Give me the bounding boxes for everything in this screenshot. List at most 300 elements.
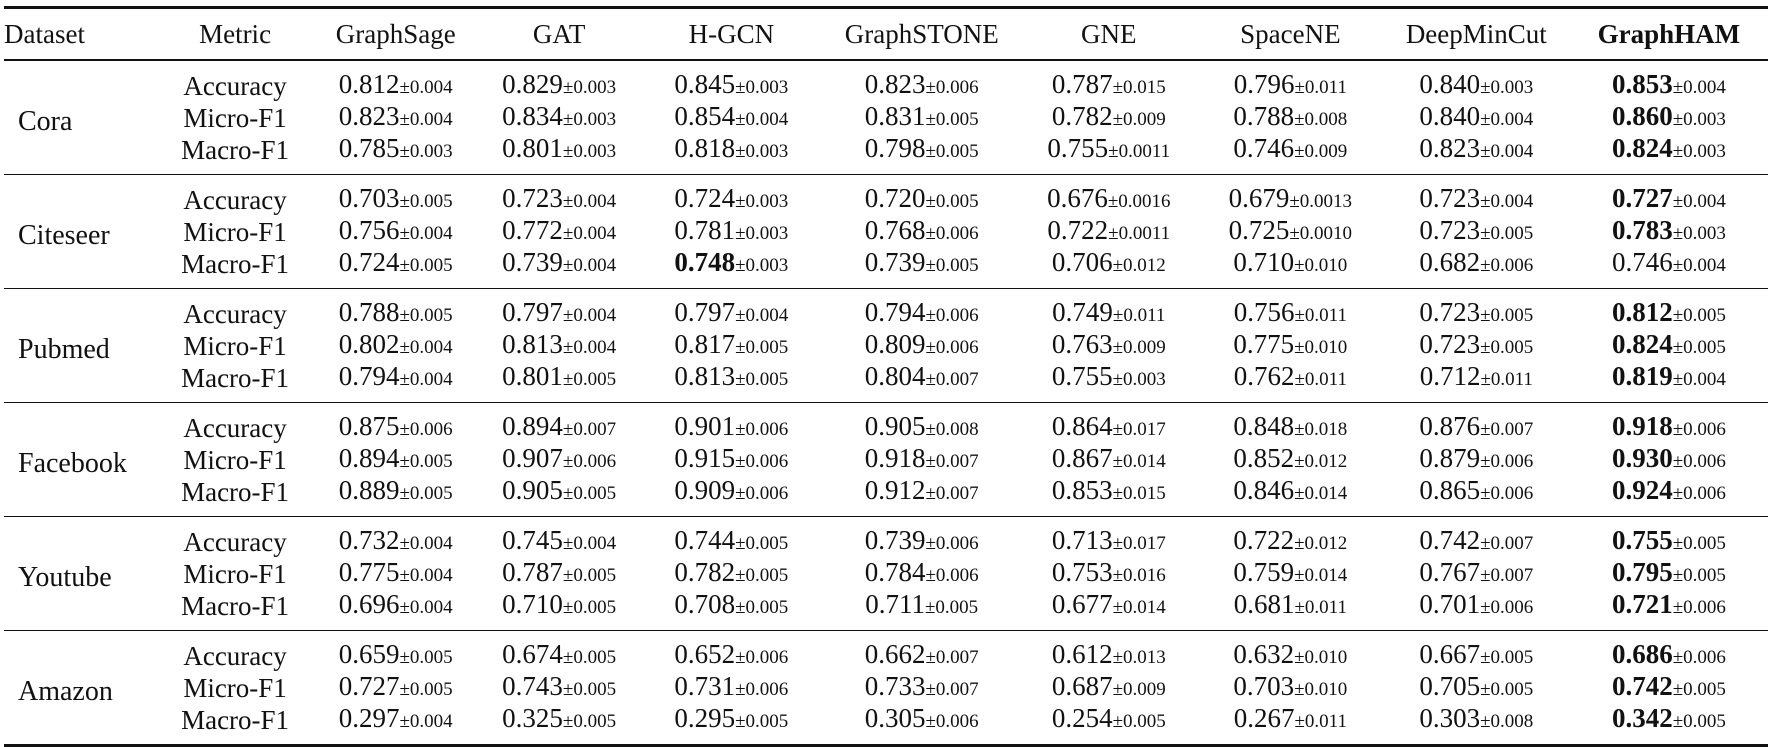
std-deviation: ±0.014 [1294, 565, 1348, 586]
score-cell [1383, 289, 1570, 331]
header-metric: Metric [199, 18, 272, 49]
score-cell [312, 631, 479, 673]
std-deviation: ±0.006 [1672, 647, 1726, 668]
std-deviation: ±0.016 [1112, 565, 1166, 586]
score-value: 0.739 [864, 247, 926, 277]
std-deviation: ±0.005 [1480, 647, 1534, 668]
score-cell [639, 517, 824, 559]
score-cell [639, 704, 824, 746]
std-deviation: ±0.003 [562, 109, 617, 130]
score-cell [1198, 558, 1383, 590]
std-deviation: ±0.004 [399, 711, 453, 732]
metric-name: Micro-F1 [183, 331, 287, 361]
score-cell [1383, 558, 1570, 590]
score-cell [1570, 558, 1768, 590]
score-cell [1570, 330, 1768, 362]
score-cell [312, 444, 479, 476]
metric-name: Accuracy [183, 71, 287, 101]
score-cell [312, 289, 479, 331]
score-value: 0.876 [1419, 411, 1481, 441]
score-cell [1383, 175, 1570, 217]
score-cell [1020, 704, 1198, 746]
std-deviation: ±0.005 [399, 305, 453, 326]
std-deviation: ±0.005 [925, 597, 979, 618]
score-value: 0.912 [864, 475, 926, 505]
score-cell [1020, 60, 1198, 102]
std-deviation: ±0.005 [1672, 565, 1726, 586]
score-cell [824, 558, 1020, 590]
header-hgcn: H-GCN [688, 18, 775, 49]
std-deviation: ±0.005 [1672, 305, 1726, 326]
score-cell [1383, 134, 1570, 175]
score-value: 0.763 [1051, 329, 1113, 359]
std-deviation: ±0.003 [735, 223, 789, 244]
score-value: 0.723 [1419, 215, 1481, 245]
std-deviation: ±0.008 [1480, 711, 1534, 732]
best-score-value: 0.924 [1611, 475, 1673, 505]
table-row [4, 248, 1768, 289]
score-cell [1020, 590, 1198, 631]
best-score-value: 0.342 [1611, 703, 1673, 733]
score-value: 0.724 [338, 247, 400, 277]
std-deviation: ±0.004 [399, 109, 453, 130]
score-cell [824, 248, 1020, 289]
header-gat: GAT [532, 18, 586, 49]
score-value: 0.794 [864, 297, 926, 327]
best-score-value: 0.853 [1611, 69, 1673, 99]
table-row [4, 403, 1768, 445]
std-deviation: ±0.005 [562, 483, 617, 504]
header-graphsage: GraphSage [335, 18, 456, 49]
score-cell [1570, 590, 1768, 631]
std-deviation: ±0.017 [1112, 533, 1166, 554]
score-value: 0.696 [338, 589, 400, 619]
score-value: 0.743 [502, 671, 563, 701]
score-cell [1383, 517, 1570, 559]
best-score-value: 0.686 [1611, 639, 1673, 669]
table-row [4, 631, 1768, 673]
dataset-name: Cora [18, 106, 73, 137]
header-graphham: GraphHAM [1597, 18, 1741, 49]
std-deviation: ±0.004 [399, 565, 453, 586]
score-cell [312, 134, 479, 175]
std-deviation: ±0.012 [1112, 255, 1166, 276]
table-row [4, 289, 1768, 331]
score-value: 0.755 [1047, 133, 1109, 163]
score-cell [824, 476, 1020, 517]
score-value: 0.840 [1419, 101, 1481, 131]
score-value: 0.767 [1419, 557, 1481, 587]
score-value: 0.801 [502, 361, 563, 391]
score-value: 0.787 [1051, 69, 1113, 99]
score-cell [312, 558, 479, 590]
score-value: 0.725 [1228, 215, 1290, 245]
score-cell [479, 590, 639, 631]
std-deviation: ±0.005 [1672, 679, 1726, 700]
score-value: 0.305 [864, 703, 926, 733]
best-score-value: 0.783 [1611, 215, 1673, 245]
score-cell [1570, 476, 1768, 517]
score-value: 0.674 [502, 639, 563, 669]
score-value: 0.708 [674, 589, 736, 619]
std-deviation: ±0.004 [1672, 255, 1726, 276]
score-value: 0.723 [1419, 329, 1481, 359]
std-deviation: ±0.0016 [1107, 191, 1171, 212]
std-deviation: ±0.018 [1294, 419, 1348, 440]
score-value: 0.768 [864, 215, 926, 245]
score-value: 0.854 [674, 101, 736, 131]
score-value: 0.909 [674, 475, 736, 505]
score-cell [479, 248, 639, 289]
std-deviation: ±0.011 [1294, 77, 1347, 98]
score-value: 0.303 [1419, 703, 1481, 733]
metric-name: Micro-F1 [183, 217, 287, 247]
score-cell [1198, 672, 1383, 704]
std-deviation: ±0.009 [1294, 141, 1348, 162]
table-row [4, 704, 1768, 746]
score-cell [1383, 403, 1570, 445]
std-deviation: ±0.006 [1672, 483, 1726, 504]
score-value: 0.831 [864, 101, 926, 131]
score-value: 0.813 [674, 361, 736, 391]
score-cell [1383, 216, 1570, 248]
std-deviation: ±0.005 [399, 679, 453, 700]
std-deviation: ±0.003 [1672, 141, 1726, 162]
std-deviation: ±0.006 [1672, 597, 1726, 618]
score-cell [1570, 175, 1768, 217]
dataset-group-citeseer [4, 175, 1768, 289]
dataset-name: Youtube [18, 562, 112, 593]
score-cell [824, 60, 1020, 102]
score-value: 0.662 [864, 639, 926, 669]
score-cell [639, 60, 824, 102]
score-value: 0.867 [1051, 443, 1113, 473]
std-deviation: ±0.004 [562, 223, 617, 244]
metric-name: Accuracy [183, 527, 287, 557]
std-deviation: ±0.006 [1480, 255, 1534, 276]
score-value: 0.297 [338, 703, 400, 733]
score-value: 0.687 [1051, 671, 1113, 701]
score-cell [479, 704, 639, 746]
std-deviation: ±0.009 [1112, 679, 1166, 700]
metric-name: Accuracy [183, 299, 287, 329]
std-deviation: ±0.014 [1112, 451, 1166, 472]
score-value: 0.681 [1233, 589, 1295, 619]
score-value: 0.723 [1419, 183, 1481, 213]
score-cell [1570, 102, 1768, 134]
score-cell [312, 216, 479, 248]
std-deviation: ±0.005 [562, 647, 617, 668]
score-cell [824, 444, 1020, 476]
score-cell [1020, 631, 1198, 673]
score-cell [824, 102, 1020, 134]
score-cell [479, 60, 639, 102]
score-value: 0.679 [1228, 183, 1290, 213]
score-value: 0.677 [1051, 589, 1113, 619]
score-cell [1198, 403, 1383, 445]
score-cell [639, 102, 824, 134]
score-cell [312, 403, 479, 445]
score-cell [1198, 175, 1383, 217]
std-deviation: ±0.006 [925, 711, 979, 732]
score-cell [479, 631, 639, 673]
score-value: 0.802 [338, 329, 400, 359]
score-cell [479, 362, 639, 403]
std-deviation: ±0.004 [735, 109, 789, 130]
score-cell [1020, 175, 1198, 217]
score-value: 0.746 [1611, 247, 1673, 277]
std-deviation: ±0.004 [399, 77, 453, 98]
score-cell [1383, 704, 1570, 746]
score-cell [824, 289, 1020, 331]
std-deviation: ±0.008 [1294, 109, 1348, 130]
score-cell [1198, 444, 1383, 476]
std-deviation: ±0.004 [735, 305, 789, 326]
std-deviation: ±0.004 [562, 305, 617, 326]
score-value: 0.676 [1047, 183, 1108, 213]
score-cell [312, 704, 479, 746]
std-deviation: ±0.003 [399, 141, 453, 162]
std-deviation: ±0.006 [735, 483, 789, 504]
table-row [4, 590, 1768, 631]
score-value: 0.848 [1233, 411, 1295, 441]
score-cell [824, 134, 1020, 175]
std-deviation: ±0.004 [1672, 369, 1726, 390]
score-cell [1198, 362, 1383, 403]
std-deviation: ±0.005 [399, 483, 453, 504]
score-cell [1570, 704, 1768, 746]
table-row [4, 517, 1768, 559]
score-cell [1198, 476, 1383, 517]
std-deviation: ±0.006 [1672, 419, 1726, 440]
score-cell [1383, 476, 1570, 517]
score-cell [1198, 134, 1383, 175]
score-value: 0.817 [674, 329, 736, 359]
score-cell [312, 248, 479, 289]
std-deviation: ±0.005 [735, 533, 789, 554]
score-value: 0.775 [1233, 329, 1295, 359]
score-cell [1383, 362, 1570, 403]
score-value: 0.865 [1419, 475, 1481, 505]
score-cell [1198, 216, 1383, 248]
std-deviation: ±0.005 [925, 191, 979, 212]
score-cell [1198, 330, 1383, 362]
score-cell [1570, 60, 1768, 102]
std-deviation: ±0.006 [925, 223, 979, 244]
score-cell [479, 558, 639, 590]
best-score-value: 0.727 [1611, 183, 1673, 213]
score-cell [1570, 134, 1768, 175]
header-spacene: SpaceNE [1240, 18, 1341, 49]
score-cell [1198, 631, 1383, 673]
std-deviation: ±0.004 [562, 255, 617, 276]
dataset-name: Amazon [18, 676, 113, 707]
score-value: 0.762 [1233, 361, 1295, 391]
best-score-value: 0.742 [1611, 671, 1673, 701]
std-deviation: ±0.005 [735, 711, 789, 732]
score-value: 0.918 [864, 443, 926, 473]
table-row [4, 60, 1768, 102]
score-cell [1020, 102, 1198, 134]
std-deviation: ±0.006 [925, 305, 979, 326]
score-cell [639, 362, 824, 403]
score-cell [1570, 403, 1768, 445]
score-value: 0.612 [1051, 639, 1113, 669]
std-deviation: ±0.004 [562, 533, 617, 554]
std-deviation: ±0.006 [925, 337, 979, 358]
score-value: 0.705 [1419, 671, 1481, 701]
score-value: 0.915 [674, 443, 736, 473]
score-cell [1570, 672, 1768, 704]
std-deviation: ±0.005 [735, 597, 789, 618]
score-value: 0.753 [1051, 557, 1113, 587]
score-cell [1383, 248, 1570, 289]
score-cell [1570, 248, 1768, 289]
score-cell [1198, 60, 1383, 102]
score-cell [312, 330, 479, 362]
score-cell [639, 134, 824, 175]
score-value: 0.794 [338, 361, 400, 391]
score-value: 0.667 [1419, 639, 1481, 669]
score-cell [639, 175, 824, 217]
score-value: 0.823 [338, 101, 400, 131]
std-deviation: ±0.014 [1294, 483, 1348, 504]
score-cell [824, 672, 1020, 704]
std-deviation: ±0.005 [925, 255, 979, 276]
best-score-value: 0.930 [1611, 443, 1673, 473]
score-value: 0.746 [1233, 133, 1295, 163]
dataset-group-youtube [4, 517, 1768, 631]
std-deviation: ±0.0011 [1108, 141, 1171, 162]
score-cell [639, 631, 824, 673]
std-deviation: ±0.005 [1480, 305, 1534, 326]
std-deviation: ±0.011 [1294, 305, 1347, 326]
score-cell [1570, 362, 1768, 403]
score-value: 0.797 [502, 297, 563, 327]
metric-name: Macro-F1 [181, 591, 290, 621]
metric-name: Micro-F1 [183, 559, 287, 589]
score-cell [1383, 102, 1570, 134]
std-deviation: ±0.005 [562, 369, 617, 390]
table-row [4, 330, 1768, 362]
dataset-name: Pubmed [18, 334, 110, 365]
std-deviation: ±0.015 [1112, 77, 1166, 98]
header-dataset: Dataset [4, 18, 85, 49]
dataset-group-amazon [4, 631, 1768, 746]
score-cell [824, 631, 1020, 673]
score-value: 0.739 [864, 525, 926, 555]
score-cell [824, 403, 1020, 445]
score-value: 0.744 [674, 525, 736, 555]
score-cell [312, 672, 479, 704]
std-deviation: ±0.003 [1480, 77, 1534, 98]
score-cell [1020, 476, 1198, 517]
score-value: 0.775 [338, 557, 400, 587]
std-deviation: ±0.005 [1480, 223, 1534, 244]
score-cell [1570, 631, 1768, 673]
score-value: 0.703 [1233, 671, 1295, 701]
score-cell [824, 330, 1020, 362]
score-value: 0.901 [674, 411, 736, 441]
score-cell [479, 517, 639, 559]
std-deviation: ±0.003 [562, 141, 617, 162]
score-cell [639, 476, 824, 517]
score-cell [824, 517, 1020, 559]
score-cell [1020, 517, 1198, 559]
score-value: 0.711 [865, 589, 925, 619]
std-deviation: ±0.0013 [1289, 191, 1353, 212]
std-deviation: ±0.006 [735, 419, 789, 440]
std-deviation: ±0.007 [1480, 565, 1534, 586]
score-cell [824, 216, 1020, 248]
std-deviation: ±0.005 [925, 109, 979, 130]
score-cell [1383, 444, 1570, 476]
std-deviation: ±0.005 [1112, 711, 1166, 732]
score-value: 0.905 [864, 411, 926, 441]
score-value: 0.756 [1233, 297, 1295, 327]
std-deviation: ±0.005 [562, 679, 617, 700]
results-table [4, 6, 1768, 747]
std-deviation: ±0.005 [399, 451, 453, 472]
score-value: 0.804 [864, 361, 926, 391]
std-deviation: ±0.006 [735, 647, 789, 668]
std-deviation: ±0.003 [735, 141, 789, 162]
score-value: 0.772 [502, 215, 563, 245]
best-score-value: 0.755 [1611, 525, 1673, 555]
score-cell [1198, 102, 1383, 134]
score-cell [1383, 590, 1570, 631]
score-cell [1570, 517, 1768, 559]
score-cell [1570, 216, 1768, 248]
std-deviation: ±0.010 [1294, 679, 1348, 700]
score-value: 0.846 [1233, 475, 1295, 505]
score-cell [479, 134, 639, 175]
std-deviation: ±0.005 [562, 711, 617, 732]
score-cell [312, 175, 479, 217]
std-deviation: ±0.004 [399, 337, 453, 358]
score-value: 0.823 [1419, 133, 1481, 163]
std-deviation: ±0.005 [562, 565, 617, 586]
score-cell [1020, 248, 1198, 289]
score-value: 0.796 [1233, 69, 1295, 99]
metric-name: Macro-F1 [181, 135, 290, 165]
score-value: 0.907 [502, 443, 563, 473]
score-cell [312, 590, 479, 631]
std-deviation: ±0.006 [925, 533, 979, 554]
best-score-value: 0.721 [1611, 589, 1673, 619]
metric-name: Micro-F1 [183, 103, 287, 133]
score-value: 0.632 [1233, 639, 1295, 669]
score-cell [1198, 289, 1383, 331]
std-deviation: ±0.004 [1480, 191, 1534, 212]
std-deviation: ±0.013 [1112, 647, 1166, 668]
score-value: 0.755 [1051, 361, 1113, 391]
score-cell [1198, 517, 1383, 559]
score-value: 0.894 [502, 411, 563, 441]
std-deviation: ±0.004 [399, 597, 453, 618]
std-deviation: ±0.011 [1294, 711, 1347, 732]
std-deviation: ±0.006 [1480, 451, 1534, 472]
metric-name: Accuracy [183, 413, 287, 443]
score-value: 0.879 [1419, 443, 1481, 473]
best-score-value: 0.860 [1611, 101, 1673, 131]
table-row [4, 672, 1768, 704]
score-cell [1020, 216, 1198, 248]
dataset-group-cora [4, 60, 1768, 175]
std-deviation: ±0.005 [1480, 679, 1534, 700]
score-value: 0.706 [1051, 247, 1113, 277]
header-graphstone: GraphSTONE [844, 18, 999, 49]
